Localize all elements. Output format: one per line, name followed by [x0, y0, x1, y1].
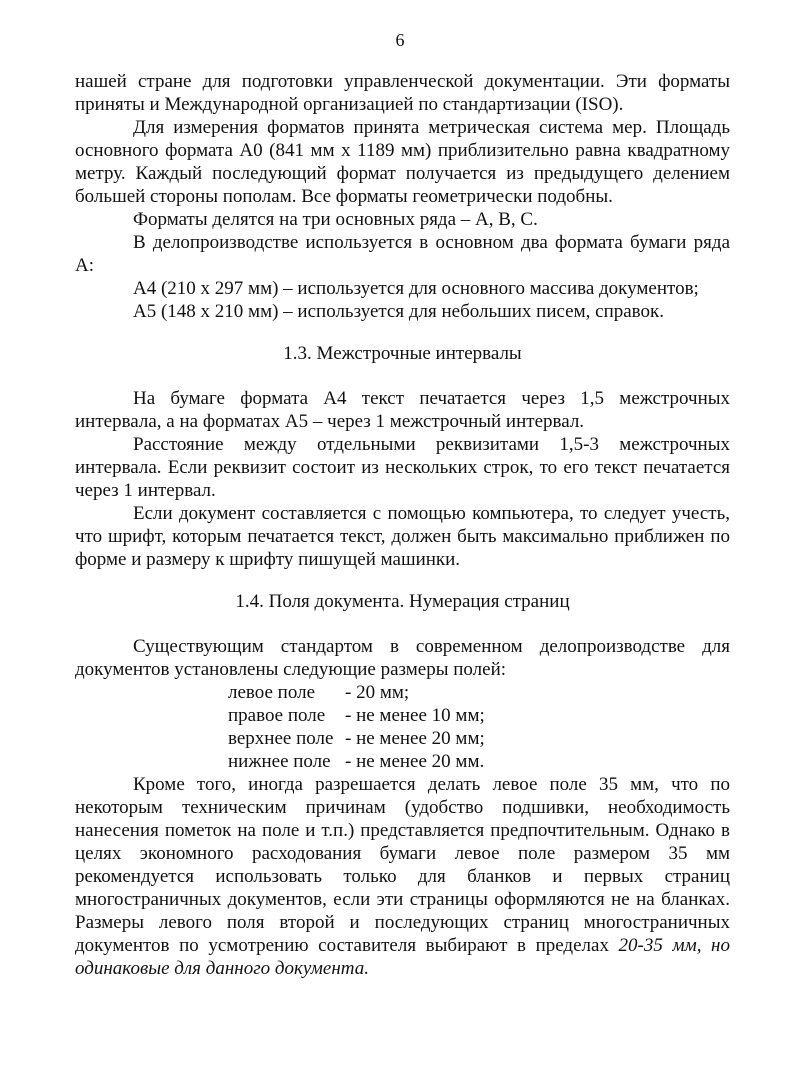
page-number: 6 [395, 30, 405, 50]
margin-name: правое поле [228, 705, 326, 726]
margin-value: - не менее 10 мм; [345, 705, 485, 726]
paragraph-metric-system: Для измерения форматов принята метрическая система мер. Площадь основного формата А0 (841 мм х 1189 мм) приблизительно равна квадратному метру. Каждый последующий формат получается из предыдущего делением большей стороны пополам. Все форматы геометрически подобны. [75, 117, 730, 207]
paragraph-a4-spacing: На бумаге формата А4 текст печатается через 1,5 межстрочных интервала, а на форматах А5 – через 1 межстрочный интервал. [75, 388, 730, 432]
margin-value: - 20 мм; [345, 682, 410, 703]
margin-name: нижнее поле [228, 751, 331, 772]
margin-row-right [228, 704, 730, 727]
paragraph-margins-standard: Существующим стандартом в современном делопроизводстве для документов установлены следующие размеры полей: [75, 636, 730, 680]
paragraph-format-rows: Форматы делятся на три основных ряда – А, В, С. [133, 209, 538, 230]
margin-row-bottom [228, 750, 730, 773]
margin-row-top [228, 727, 730, 750]
section-heading-margins: 1.4. Поля документа. Нумерация страниц [235, 591, 570, 612]
margin-name: левое поле [228, 682, 316, 703]
section-heading-line-spacing: 1.3. Межстрочные интервалы [283, 343, 522, 364]
margin-value: - не менее 20 мм; [345, 728, 485, 749]
closing-italic-text: 20-35 мм, но одинаковые для данного документа. [75, 935, 730, 979]
format-a4: А4 (210 х 297 мм) – используется для основного массива документов; [133, 278, 699, 299]
margin-row-left [228, 681, 730, 704]
paragraph-continuation: нашей стране для подготовки управленческой документации. Эти форматы приняты и Международной организацией по стандартизации (ISO). [75, 71, 730, 115]
paragraph-left-margin-35 [75, 773, 730, 980]
closing-text: Кроме того, иногда разрешается делать левое поле 35 мм, что по некоторым техническим причинам (удобство подшивки, необходимость нанесения пометок на поле и т.п.) представляется предпочтительным. Однако в целях экономного расходования бумаги левое поле размером 35 мм рекомендуется использовать только для бланков и первых страниц многостраничных документов, если эти страницы оформляются не на бланках. Размеры левого поля второй и последующих страниц многостраничных документов по усмотрению составителя выбирают в пределах [75, 774, 730, 956]
margin-value: - не менее 20 мм. [345, 751, 485, 772]
paragraph-requisites-spacing: Расстояние между отдельными реквизитами 1,5-3 межстрочных интервала. Если реквизит состоит из нескольких строк, то его текст печатается через 1 интервал. [75, 434, 730, 501]
paragraph-computer-font: Если документ составляется с помощью компьютера, то следует учесть, что шрифт, которым печатается текст, должен быть максимально приближен по форме и размеру к шрифту пишущей машинки. [75, 503, 730, 570]
paragraph-two-formats: В делопроизводстве используется в основном два формата бумаги ряда А: [75, 232, 730, 276]
format-a5: А5 (148 х 210 мм) – используется для небольших писем, справок. [133, 301, 664, 322]
margins-list [228, 681, 730, 773]
margin-name: верхнее поле [228, 728, 334, 749]
document-body [75, 70, 730, 980]
